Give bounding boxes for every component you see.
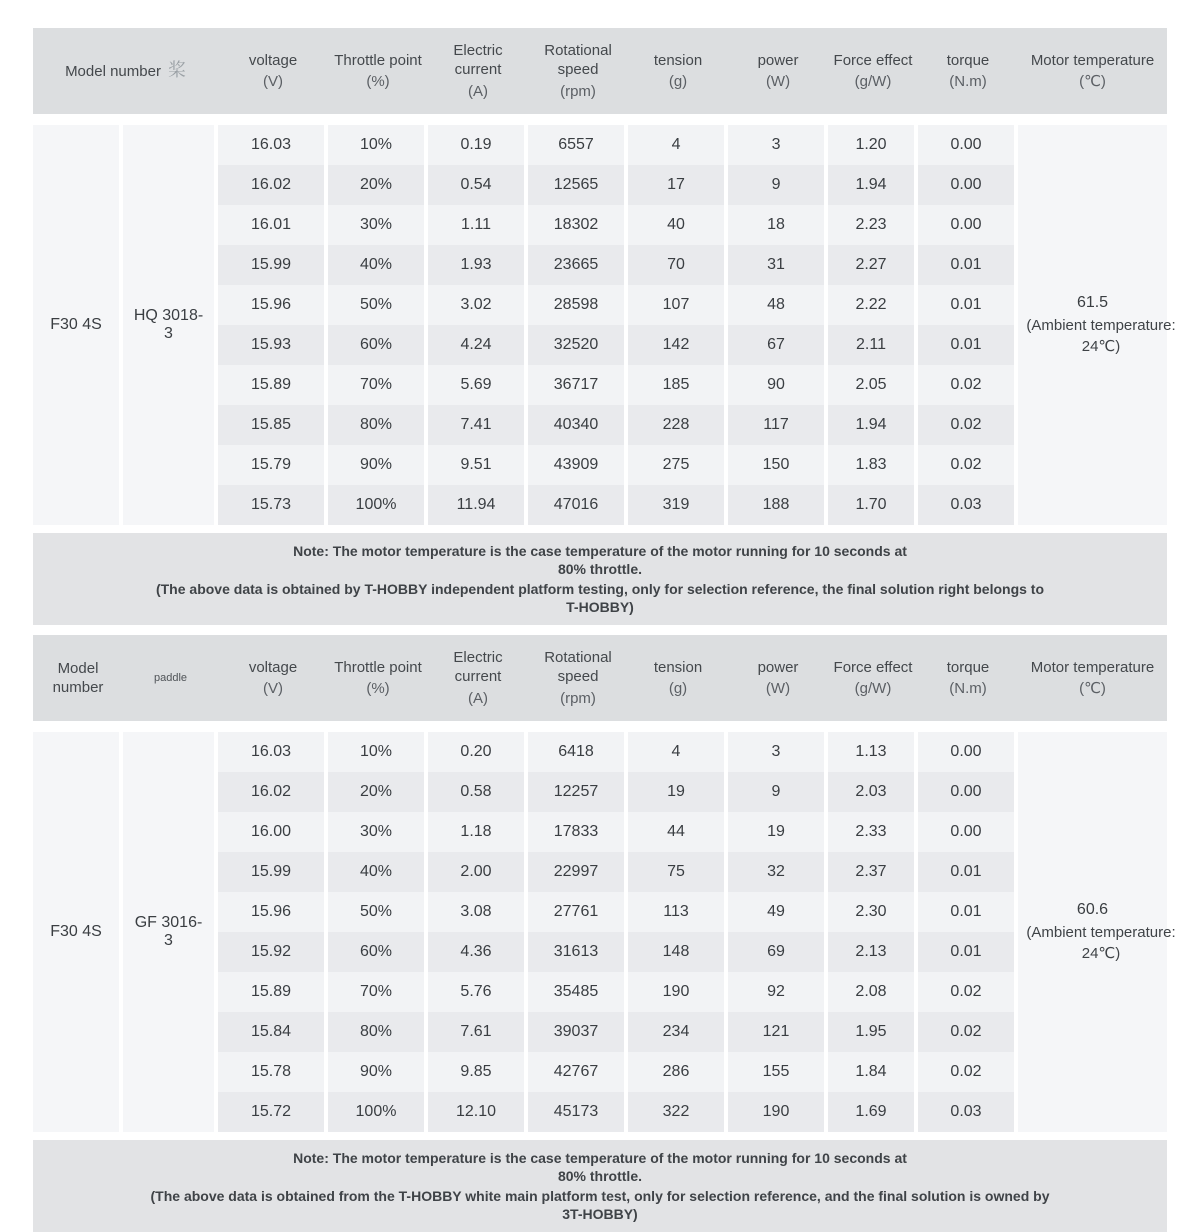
paddle-value: GF 3016-3 bbox=[134, 914, 203, 949]
column-header-label: Force effect bbox=[833, 658, 913, 676]
column-header-label: Motor temperature bbox=[1030, 658, 1155, 676]
column-header-label: Electric current bbox=[453, 649, 503, 686]
data-cell-torque: 0.00 bbox=[918, 732, 1018, 772]
data-cell-throttle-point: 60% bbox=[328, 325, 428, 365]
column-header-label bbox=[37, 59, 214, 82]
column-header-unit: (V) bbox=[263, 73, 284, 90]
column-header-label: Throttle point bbox=[334, 51, 422, 69]
data-cell-torque: 0.01 bbox=[918, 245, 1018, 285]
data-cell-electric-current: 3.02 bbox=[428, 285, 528, 325]
data-cell-throttle-point: 40% bbox=[328, 852, 428, 892]
data-cell-power: 67 bbox=[728, 325, 828, 365]
data-cell-voltage: 15.92 bbox=[218, 932, 328, 972]
data-cell-throttle-point: 10% bbox=[328, 732, 428, 772]
data-cell-electric-current: 0.19 bbox=[428, 125, 528, 165]
data-cell-power: 190 bbox=[728, 1092, 828, 1132]
column-header-unit: (g/W) bbox=[854, 73, 892, 90]
column-header-motor-temperature bbox=[1018, 28, 1167, 114]
data-cell-throttle-point: 20% bbox=[328, 772, 428, 812]
column-header-tension bbox=[628, 635, 728, 721]
data-cell-rotational-speed: 32520 bbox=[528, 325, 628, 365]
note-text-line1: Note: The motor temperature is the case temperature of the motor running for 10 seconds at 80% throttle. bbox=[293, 542, 907, 577]
column-header-voltage bbox=[218, 635, 328, 721]
data-cell-tension: 234 bbox=[628, 1012, 728, 1052]
data-cell-force-effect: 1.94 bbox=[828, 165, 918, 205]
column-header-unit: (℃) bbox=[1079, 680, 1106, 697]
data-cell-rotational-speed: 39037 bbox=[528, 1012, 628, 1052]
data-cell-tension: 148 bbox=[628, 932, 728, 972]
column-header-unit: (N.m) bbox=[949, 680, 987, 697]
data-cell-tension: 17 bbox=[628, 165, 728, 205]
data-cell-torque: 0.02 bbox=[918, 445, 1018, 485]
column-header-label: torque bbox=[946, 658, 990, 676]
data-cell-rotational-speed: 47016 bbox=[528, 485, 628, 525]
data-cell-torque: 0.02 bbox=[918, 365, 1018, 405]
column-header-electric-current bbox=[428, 635, 528, 721]
column-header-throttle-point bbox=[328, 635, 428, 721]
spec-table-2 bbox=[33, 635, 1176, 1232]
spec-table-1 bbox=[33, 28, 1176, 625]
ambient-temperature-note: (Ambient temperature: 24℃) bbox=[1026, 316, 1176, 355]
data-cell-electric-current: 0.20 bbox=[428, 732, 528, 772]
data-cell-rotational-speed: 42767 bbox=[528, 1052, 628, 1092]
data-cell-power: 32 bbox=[728, 852, 828, 892]
data-cell-voltage: 15.78 bbox=[218, 1052, 328, 1092]
data-cell-tension: 190 bbox=[628, 972, 728, 1012]
column-header-label: Motor temperature bbox=[1030, 51, 1155, 69]
data-cell-torque: 0.01 bbox=[918, 852, 1018, 892]
motor-temperature-value: 60.6 bbox=[1076, 900, 1109, 918]
data-cell-rotational-speed: 22997 bbox=[528, 852, 628, 892]
data-cell-power: 90 bbox=[728, 365, 828, 405]
data-cell-throttle-point: 70% bbox=[328, 972, 428, 1012]
data-cell-voltage: 16.02 bbox=[218, 772, 328, 812]
model-value: F30 4S bbox=[50, 923, 102, 940]
data-cell-force-effect: 1.84 bbox=[828, 1052, 918, 1092]
data-cell-force-effect: 1.83 bbox=[828, 445, 918, 485]
note-band bbox=[33, 533, 1167, 625]
row-spacer bbox=[33, 114, 1167, 125]
data-cell-torque: 0.01 bbox=[918, 285, 1018, 325]
row-spacer bbox=[33, 721, 1167, 732]
data-cell-force-effect: 2.37 bbox=[828, 852, 918, 892]
data-cell-force-effect: 2.33 bbox=[828, 812, 918, 852]
data-cell-voltage: 16.03 bbox=[218, 125, 328, 165]
data-cell-tension: 322 bbox=[628, 1092, 728, 1132]
table-row bbox=[33, 732, 1167, 772]
column-header-label: Throttle point bbox=[334, 658, 422, 676]
column-header-throttle-point bbox=[328, 28, 428, 114]
model-value: F30 4S bbox=[50, 316, 102, 333]
data-cell-force-effect: 2.03 bbox=[828, 772, 918, 812]
data-cell-tension: 185 bbox=[628, 365, 728, 405]
data-cell-torque: 0.00 bbox=[918, 205, 1018, 245]
column-header-motor-temperature bbox=[1018, 635, 1167, 721]
table-head bbox=[33, 28, 1167, 114]
data-cell-power: 92 bbox=[728, 972, 828, 1012]
data-cell-rotational-speed: 43909 bbox=[528, 445, 628, 485]
data-cell-torque: 0.02 bbox=[918, 405, 1018, 445]
data-cell-voltage: 15.72 bbox=[218, 1092, 328, 1132]
data-cell-force-effect: 2.11 bbox=[828, 325, 918, 365]
note-band bbox=[33, 1140, 1167, 1232]
data-cell-voltage: 15.99 bbox=[218, 852, 328, 892]
row-spacer bbox=[33, 1132, 1167, 1140]
column-header-unit: (g) bbox=[668, 680, 688, 697]
data-cell-tension: 319 bbox=[628, 485, 728, 525]
data-cell-throttle-point: 50% bbox=[328, 285, 428, 325]
data-cell-voltage: 15.99 bbox=[218, 245, 328, 285]
column-header-label: Electric current bbox=[453, 42, 503, 79]
data-cell-force-effect: 2.30 bbox=[828, 892, 918, 932]
column-header-force-effect bbox=[828, 635, 918, 721]
data-cell-voltage: 15.84 bbox=[218, 1012, 328, 1052]
data-cell-rotational-speed: 31613 bbox=[528, 932, 628, 972]
data-cell-torque: 0.01 bbox=[918, 932, 1018, 972]
table-row bbox=[33, 125, 1167, 165]
data-cell-tension: 286 bbox=[628, 1052, 728, 1092]
data-cell-force-effect: 2.08 bbox=[828, 972, 918, 1012]
data-cell-power: 3 bbox=[728, 732, 828, 772]
data-cell-voltage: 16.03 bbox=[218, 732, 328, 772]
data-cell-throttle-point: 80% bbox=[328, 1012, 428, 1052]
column-header-unit: (℃) bbox=[1079, 73, 1106, 90]
data-cell-torque: 0.01 bbox=[918, 892, 1018, 932]
data-cell-force-effect: 1.69 bbox=[828, 1092, 918, 1132]
data-cell-throttle-point: 90% bbox=[328, 445, 428, 485]
column-header-model-paddle bbox=[33, 28, 218, 114]
data-cell-tension: 75 bbox=[628, 852, 728, 892]
data-cell-power: 69 bbox=[728, 932, 828, 972]
data-cell-electric-current: 0.54 bbox=[428, 165, 528, 205]
data-cell-rotational-speed: 18302 bbox=[528, 205, 628, 245]
data-cell-electric-current: 3.08 bbox=[428, 892, 528, 932]
data-cell-rotational-speed: 23665 bbox=[528, 245, 628, 285]
data-cell-rotational-speed: 6557 bbox=[528, 125, 628, 165]
data-cell-electric-current: 1.93 bbox=[428, 245, 528, 285]
data-cell-throttle-point: 60% bbox=[328, 932, 428, 972]
data-cell-electric-current: 7.61 bbox=[428, 1012, 528, 1052]
data-cell-tension: 4 bbox=[628, 125, 728, 165]
column-header-unit: (A) bbox=[468, 689, 488, 707]
column-header-label: Rotational speed bbox=[544, 649, 612, 686]
column-header-unit: (rpm) bbox=[560, 689, 596, 707]
data-cell-power: 117 bbox=[728, 405, 828, 445]
column-header-rotational-speed bbox=[528, 635, 628, 721]
header-row bbox=[33, 28, 1167, 114]
data-cell-tension: 107 bbox=[628, 285, 728, 325]
model-cell bbox=[33, 125, 123, 525]
paddle-value: HQ 3018-3 bbox=[133, 307, 204, 342]
data-cell-rotational-speed: 17833 bbox=[528, 812, 628, 852]
ambient-temperature-note: (Ambient temperature: 24℃) bbox=[1026, 923, 1176, 962]
data-cell-electric-current: 4.24 bbox=[428, 325, 528, 365]
data-cell-torque: 0.02 bbox=[918, 1012, 1018, 1052]
column-header-label: Rotational speed bbox=[544, 42, 612, 79]
data-cell-throttle-point: 70% bbox=[328, 365, 428, 405]
data-cell-power: 188 bbox=[728, 485, 828, 525]
row-spacer bbox=[33, 525, 1167, 533]
data-cell-torque: 0.00 bbox=[918, 125, 1018, 165]
data-cell-force-effect: 2.13 bbox=[828, 932, 918, 972]
motor-temperature-value: 61.5 bbox=[1076, 293, 1109, 311]
column-header-torque bbox=[918, 28, 1018, 114]
data-cell-power: 19 bbox=[728, 812, 828, 852]
data-cell-rotational-speed: 12257 bbox=[528, 772, 628, 812]
data-cell-voltage: 15.96 bbox=[218, 892, 328, 932]
column-header-label: tension bbox=[653, 51, 703, 69]
data-cell-force-effect: 1.95 bbox=[828, 1012, 918, 1052]
column-header-model bbox=[33, 635, 123, 721]
data-cell-electric-current: 2.00 bbox=[428, 852, 528, 892]
data-cell-force-effect: 2.05 bbox=[828, 365, 918, 405]
data-cell-torque: 0.03 bbox=[918, 485, 1018, 525]
paddle-cell bbox=[123, 732, 218, 1132]
data-cell-throttle-point: 20% bbox=[328, 165, 428, 205]
data-cell-torque: 0.00 bbox=[918, 772, 1018, 812]
data-cell-force-effect: 1.70 bbox=[828, 485, 918, 525]
column-header-unit: (rpm) bbox=[560, 82, 596, 100]
data-cell-voltage: 15.89 bbox=[218, 365, 328, 405]
data-cell-tension: 275 bbox=[628, 445, 728, 485]
data-cell-tension: 228 bbox=[628, 405, 728, 445]
note-text-line2: (The above data is obtained from the T-HOBBY white main platform test, only for selection reference, and the final solution is owned by 3T-HOBBY) bbox=[150, 1188, 1050, 1223]
data-cell-power: 31 bbox=[728, 245, 828, 285]
column-header-label: voltage bbox=[248, 658, 298, 676]
column-header-unit: (g) bbox=[668, 73, 688, 90]
column-header-label: power bbox=[757, 658, 799, 676]
column-header-force-effect bbox=[828, 28, 918, 114]
data-cell-electric-current: 9.85 bbox=[428, 1052, 528, 1092]
table-gap bbox=[33, 625, 1167, 635]
motor-temperature-cell bbox=[1018, 732, 1176, 1132]
data-cell-voltage: 15.73 bbox=[218, 485, 328, 525]
data-cell-tension: 44 bbox=[628, 812, 728, 852]
data-cell-rotational-speed: 36717 bbox=[528, 365, 628, 405]
data-cell-rotational-speed: 6418 bbox=[528, 732, 628, 772]
data-cell-throttle-point: 100% bbox=[328, 485, 428, 525]
data-cell-throttle-point: 50% bbox=[328, 892, 428, 932]
data-cell-force-effect: 2.23 bbox=[828, 205, 918, 245]
data-cell-throttle-point: 40% bbox=[328, 245, 428, 285]
data-cell-rotational-speed: 12565 bbox=[528, 165, 628, 205]
column-header-tension bbox=[628, 28, 728, 114]
note-row bbox=[33, 533, 1167, 625]
data-cell-force-effect: 2.27 bbox=[828, 245, 918, 285]
data-cell-electric-current: 5.76 bbox=[428, 972, 528, 1012]
column-header-torque bbox=[918, 635, 1018, 721]
column-header-paddle bbox=[123, 635, 218, 721]
column-header-label: Force effect bbox=[833, 51, 913, 69]
data-cell-power: 3 bbox=[728, 125, 828, 165]
data-cell-force-effect: 1.20 bbox=[828, 125, 918, 165]
model-number-label: Model number bbox=[65, 63, 161, 81]
data-cell-voltage: 16.02 bbox=[218, 165, 328, 205]
data-cell-electric-current: 0.58 bbox=[428, 772, 528, 812]
data-cell-torque: 0.03 bbox=[918, 1092, 1018, 1132]
data-cell-rotational-speed: 28598 bbox=[528, 285, 628, 325]
column-header-label: paddle bbox=[153, 671, 188, 684]
column-header-unit: (%) bbox=[366, 73, 390, 90]
data-cell-throttle-point: 30% bbox=[328, 205, 428, 245]
data-cell-force-effect: 1.13 bbox=[828, 732, 918, 772]
motor-temperature-cell bbox=[1018, 125, 1176, 525]
data-cell-tension: 40 bbox=[628, 205, 728, 245]
column-header-unit: (A) bbox=[468, 82, 489, 100]
data-cell-voltage: 15.89 bbox=[218, 972, 328, 1012]
data-cell-voltage: 16.01 bbox=[218, 205, 328, 245]
data-cell-torque: 0.00 bbox=[918, 165, 1018, 205]
data-cell-torque: 0.01 bbox=[918, 325, 1018, 365]
data-cell-voltage: 15.79 bbox=[218, 445, 328, 485]
column-header-unit: (%) bbox=[366, 680, 390, 697]
data-cell-torque: 0.02 bbox=[918, 972, 1018, 1012]
data-cell-tension: 142 bbox=[628, 325, 728, 365]
paddle-cell bbox=[123, 125, 218, 525]
table-body bbox=[33, 114, 1176, 625]
data-cell-electric-current: 9.51 bbox=[428, 445, 528, 485]
data-cell-power: 18 bbox=[728, 205, 828, 245]
column-header-rotational-speed bbox=[528, 28, 628, 114]
data-cell-electric-current: 7.41 bbox=[428, 405, 528, 445]
data-cell-power: 121 bbox=[728, 1012, 828, 1052]
data-cell-tension: 70 bbox=[628, 245, 728, 285]
paddle-character: 桨 bbox=[167, 60, 186, 81]
data-cell-power: 9 bbox=[728, 772, 828, 812]
data-cell-throttle-point: 90% bbox=[328, 1052, 428, 1092]
model-cell bbox=[33, 732, 123, 1132]
column-header-label: tension bbox=[653, 658, 703, 676]
table-body bbox=[33, 721, 1176, 1232]
data-cell-throttle-point: 30% bbox=[328, 812, 428, 852]
data-cell-throttle-point: 10% bbox=[328, 125, 428, 165]
data-cell-voltage: 15.85 bbox=[218, 405, 328, 445]
data-cell-throttle-point: 80% bbox=[328, 405, 428, 445]
data-cell-rotational-speed: 45173 bbox=[528, 1092, 628, 1132]
data-cell-electric-current: 1.11 bbox=[428, 205, 528, 245]
header-row bbox=[33, 635, 1167, 721]
data-cell-power: 9 bbox=[728, 165, 828, 205]
data-cell-torque: 0.00 bbox=[918, 812, 1018, 852]
column-header-voltage bbox=[218, 28, 328, 114]
note-row bbox=[33, 1140, 1167, 1232]
data-cell-rotational-speed: 40340 bbox=[528, 405, 628, 445]
column-header-unit: (W) bbox=[765, 73, 791, 90]
data-cell-tension: 4 bbox=[628, 732, 728, 772]
data-cell-voltage: 15.93 bbox=[218, 325, 328, 365]
data-cell-throttle-point: 100% bbox=[328, 1092, 428, 1132]
data-cell-power: 150 bbox=[728, 445, 828, 485]
column-header-electric-current bbox=[428, 28, 528, 114]
column-header-label: power bbox=[757, 51, 799, 69]
data-cell-tension: 19 bbox=[628, 772, 728, 812]
data-cell-electric-current: 5.69 bbox=[428, 365, 528, 405]
note-text-line1: Note: The motor temperature is the case temperature of the motor running for 10 seconds at 80% throttle. bbox=[293, 1149, 907, 1184]
data-cell-electric-current: 1.18 bbox=[428, 812, 528, 852]
note-text-line2: (The above data is obtained by T-HOBBY independent platform testing, only for selection reference, the final solution right belongs to T-HOBBY) bbox=[155, 581, 1045, 616]
column-header-unit: (g/W) bbox=[854, 680, 892, 697]
column-header-label: torque bbox=[946, 51, 990, 69]
column-header-unit: (N.m) bbox=[949, 73, 987, 90]
data-cell-tension: 113 bbox=[628, 892, 728, 932]
data-cell-rotational-speed: 35485 bbox=[528, 972, 628, 1012]
data-cell-force-effect: 2.22 bbox=[828, 285, 918, 325]
data-cell-power: 155 bbox=[728, 1052, 828, 1092]
column-header-power bbox=[728, 28, 828, 114]
data-cell-power: 49 bbox=[728, 892, 828, 932]
data-cell-electric-current: 4.36 bbox=[428, 932, 528, 972]
data-cell-rotational-speed: 27761 bbox=[528, 892, 628, 932]
data-cell-torque: 0.02 bbox=[918, 1052, 1018, 1092]
table-head bbox=[33, 635, 1167, 721]
column-header-label: voltage bbox=[248, 51, 298, 69]
data-cell-voltage: 16.00 bbox=[218, 812, 328, 852]
data-cell-electric-current: 12.10 bbox=[428, 1092, 528, 1132]
column-header-unit: (V) bbox=[263, 680, 283, 697]
column-header-power bbox=[728, 635, 828, 721]
data-cell-voltage: 15.96 bbox=[218, 285, 328, 325]
column-header-label: Model number bbox=[52, 659, 104, 696]
data-cell-electric-current: 11.94 bbox=[428, 485, 528, 525]
column-header-unit: (W) bbox=[765, 680, 791, 697]
data-cell-force-effect: 1.94 bbox=[828, 405, 918, 445]
data-cell-power: 48 bbox=[728, 285, 828, 325]
